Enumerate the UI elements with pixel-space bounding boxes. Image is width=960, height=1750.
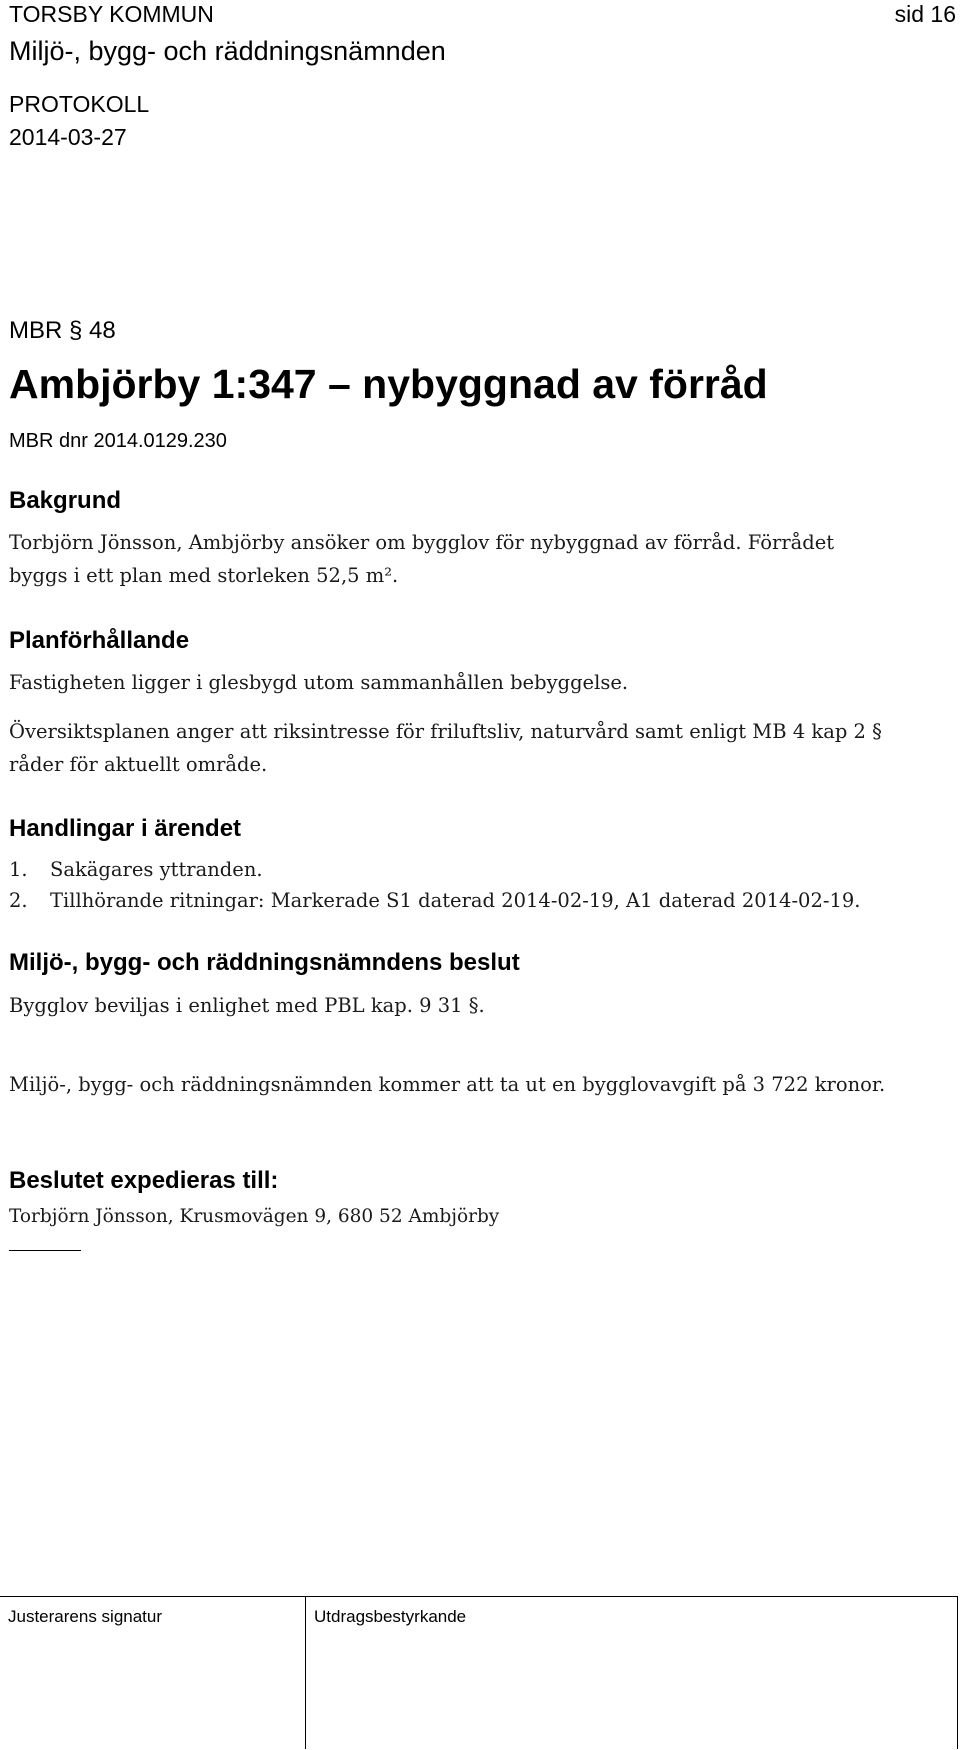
section-heading-dispatch: Beslutet expedieras till: (9, 1167, 279, 1194)
list-item (9, 886, 860, 916)
decision-text-2: Miljö-, bygg- och räddningsnämnden kommer att ta ut en bygglovavgift på 3 722 kronor. (9, 1073, 886, 1096)
case-number: MBR § 48 (9, 317, 116, 344)
adjuster-signature-cell (0, 1597, 306, 1749)
list-item-text: Sakägares yttranden. (50, 858, 263, 881)
page-number: sid 16 (894, 1, 956, 27)
background-text: Torbjörn Jönsson, Ambjörby ansöker om bygglov för nybyggnad av förråd. Förrådet byggs i ett plan med storleken 52,5 m². (9, 531, 835, 587)
adjuster-signature-label: Justerarens signatur (8, 1607, 163, 1626)
list-item-number: 1. (9, 858, 28, 881)
case-dnr: MBR dnr 2014.0129.230 (9, 430, 227, 452)
list-item (9, 855, 263, 885)
planning-text-2: Översiktsplanen anger att riksintresse för friluftsliv, naturvård samt enligt MB 4 kap 2 § råder för aktuellt område. (9, 720, 882, 776)
committee-name: Miljö-, bygg- och räddningsnämnden (9, 36, 446, 66)
decision-text-1: Bygglov beviljas i enlighet med PBL kap. 9 31 §. (9, 994, 485, 1017)
list-item-number: 2. (9, 889, 28, 912)
signature-table (0, 1596, 958, 1749)
planning-text-1: Fastigheten ligger i glesbygd utom sammanhållen bebyggelse. (9, 671, 629, 694)
document-date: 2014-03-27 (9, 124, 127, 150)
document-type: PROTOKOLL (9, 91, 150, 117)
section-heading-documents: Handlingar i ärendet (9, 815, 242, 842)
section-heading-planning: Planförhållande (9, 627, 190, 654)
section-heading-decision: Miljö-, bygg- och räddningsnämndens beslut (9, 949, 520, 976)
separator-line (9, 1250, 81, 1251)
dispatch-recipient: Torbjörn Jönsson, Krusmovägen 9, 680 52 Ambjörby (9, 1206, 500, 1227)
extract-certification-label: Utdragsbestyrkande (314, 1607, 467, 1626)
case-title: Ambjörby 1:347 – nybyggnad av förråd (9, 361, 768, 407)
municipality-name: TORSBY KOMMUN (9, 1, 214, 27)
extract-certification-cell (306, 1597, 958, 1749)
list-item-text: Tillhörande ritningar: Markerade S1 daterad 2014-02-19, A1 daterad 2014-02-19. (50, 889, 861, 912)
section-heading-background: Bakgrund (9, 487, 122, 514)
